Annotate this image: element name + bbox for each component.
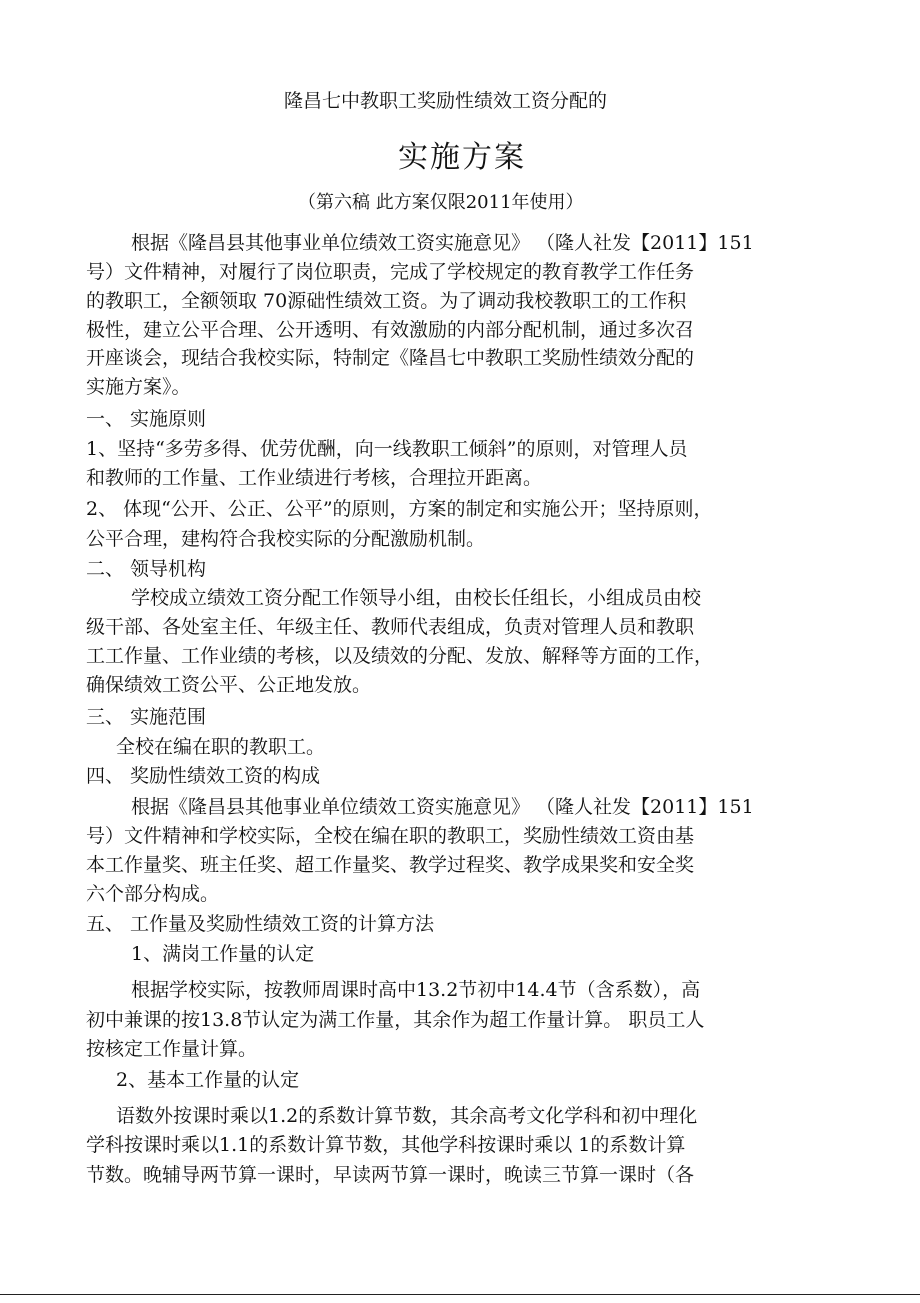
body-line: 2、 体现“公开、公正、公平”的原则，方案的制定和实施公开；坚持原则， [86,498,713,520]
body-line: 本工作量奖、班主任奖、超工作量奖、教学过程奖、教学成果奖和安全奖 [86,854,695,876]
section-heading: 四、 奖励性绩效工资的构成 [86,765,321,787]
body-line: 和教师的工作量、工作业绩进行考核，合理拉开距离。 [86,467,543,489]
body-line: 学校成立绩效工资分配工作领导小组，由校长任组长，小组成员由校 [131,587,702,609]
body-line: 1、坚持“多劳多得、优劳优酬，向一线教职工倾斜”的原则，对管理人员 [86,438,688,460]
body-line: 极性，建立公平合理、公开透明、有效激励的内部分配机制，通过多次召 [86,319,695,341]
body-line: 全校在编在职的教职工。 [116,736,326,758]
body-line: 确保绩效工资公平、公正地发放。 [86,674,372,696]
body-line: 根据学校实际，按教师周课时高中13.2节初中14.4节（含系数），高 [131,979,701,1001]
section-heading: 五、 工作量及奖励性绩效工资的计算方法 [86,913,435,935]
body-line: 级干部、各处室主任、年级主任、教师代表组成，负责对管理人员和教职 [86,616,695,638]
subsection-heading: 2、基本工作量的认定 [116,1069,300,1091]
doc-title-line1: 隆昌七中教职工奖励性绩效工资分配的 [284,90,608,112]
body-line: 学科按课时乘以1.1的系数计算节数，其他学科按课时乘以 1的系数计算 [86,1134,686,1156]
body-line: 按核定工作量计算。 [86,1038,258,1060]
doc-title-line2: 实施方案 [398,140,526,175]
section-heading: 三、 实施范围 [86,706,207,728]
page-bottom-rule [0,1294,920,1295]
body-line: 节数。晚辅导两节算一课时，早读两节算一课时，晚读三节算一课时（各 [86,1164,695,1186]
body-line: 语数外按课时乘以1.2的系数计算节数，其余高考文化学科和初中理化 [116,1105,698,1127]
doc-subtitle: （第六稿 此方案仅限2011年使用） [298,192,584,213]
body-line: 公平合理，建构符合我校实际的分配激励机制。 [86,528,486,550]
body-line: 根据《隆昌县其他事业单位绩效工资实施意见》 （隆人社发【2011】151 [131,796,754,818]
section-heading: 一、 实施原则 [86,408,207,430]
subsection-heading: 1、满岗工作量的认定 [131,943,315,965]
body-line: 开座谈会，现结合我校实际，特制定《隆昌七中教职工奖励性绩效分配的 [86,347,695,369]
body-line: 根据《隆昌县其他事业单位绩效工资实施意见》 （隆人社发【2011】151 [131,232,754,254]
section-heading: 二、 领导机构 [86,558,207,580]
body-line: 号）文件精神和学校实际，全校在编在职的教职工，奖励性绩效工资由基 [86,825,695,847]
body-line: 的教职工，全额领取 70源础性绩效工资。为了调动我校教职工的工作积 [86,290,687,312]
body-line: 实施方案》。 [86,376,191,398]
body-line: 初中兼课的按13.8节认定为满工作量，其余作为超工作量计算。 职员工人 [86,1009,705,1031]
body-line: 号）文件精神，对履行了岗位职责，完成了学校规定的教育教学工作任务 [86,261,695,283]
body-line: 六个部分构成。 [86,883,220,905]
body-line: 工工作量、工作业绩的考核，以及绩效的分配、发放、解释等方面的工作， [86,645,714,667]
